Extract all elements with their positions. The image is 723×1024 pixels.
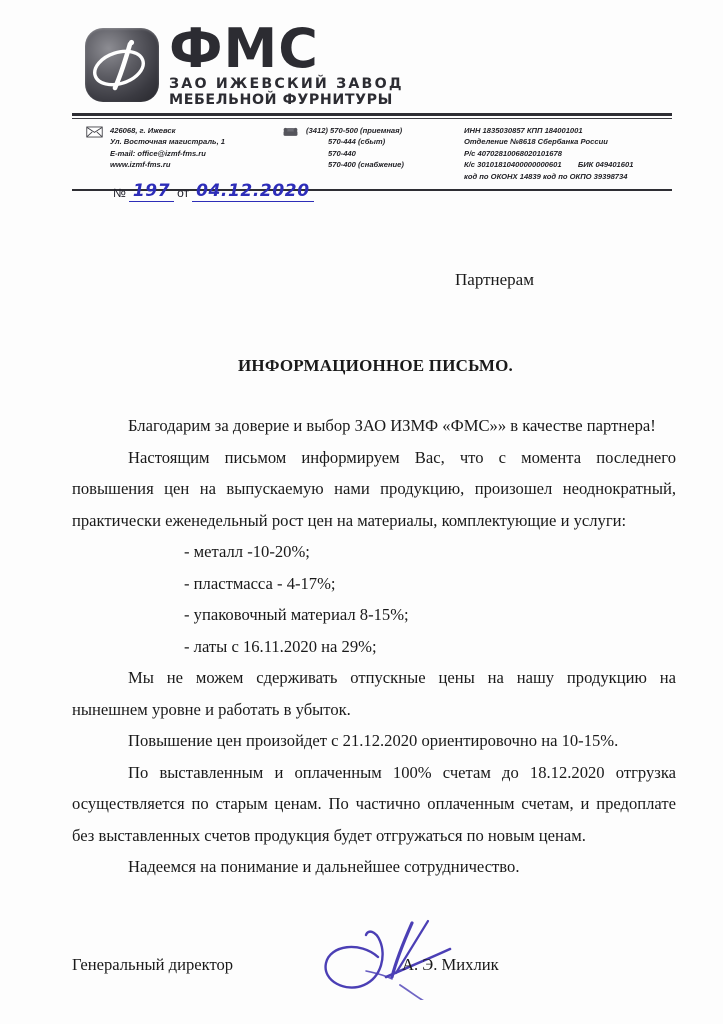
list-item: - упаковочный материал 8-15%; bbox=[184, 605, 409, 624]
address-line-2: Ул. Восточная магистраль, 1 bbox=[110, 137, 226, 147]
company-wordmark bbox=[169, 17, 404, 108]
list-item: - металл -10-20%; bbox=[184, 542, 310, 561]
paragraph-payment-terms: По выставленным и оплаченным 100% счетам до 18.12.2020 отгрузка осуществляется по старым ценам. По частично оплаченным счетам, и предоплате без выставленных счетов продукция будет отгружаться по новым ценам. bbox=[72, 762, 676, 845]
address-website: www.izmf-fms.ru bbox=[110, 160, 171, 170]
contact-details bbox=[72, 119, 672, 187]
list-item: - латы с 16.11.2020 на 29%; bbox=[184, 636, 377, 656]
bank-account: Р/с 40702810068020101678 bbox=[464, 148, 562, 158]
reference-line bbox=[113, 183, 314, 202]
phone-line-2: 570-444 (сбыт) bbox=[328, 137, 386, 147]
reference-number-value: 197 bbox=[129, 183, 174, 202]
header-rule-thick bbox=[72, 113, 672, 116]
address-block bbox=[72, 125, 282, 171]
reference-date-label: от bbox=[177, 186, 190, 200]
bank-bik: БИК 049401601 bbox=[577, 160, 634, 170]
paragraph-closing: Надеемся на понимание и дальнейшее сотрудничество. bbox=[128, 857, 520, 876]
phone-line-1: (3412) 570-500 (приемная) bbox=[306, 125, 403, 135]
signature-block bbox=[72, 955, 676, 975]
page-title: ИНФОРМАЦИОННОЕ ПИСЬМО. bbox=[238, 356, 513, 375]
bank-okonh-okpo: код по ОКОНХ 14839 код по ОКПО 39398734 bbox=[464, 171, 628, 181]
list-item: - пластмасса - 4-17%; bbox=[184, 573, 336, 593]
phone-block bbox=[282, 125, 460, 171]
paragraph-increase-date: Повышение цен произойдет с 21.12.2020 ориентировочно на 10-15%. bbox=[128, 731, 619, 750]
phone-line-4: 570-400 (снабжение) bbox=[328, 160, 404, 170]
phone-icon bbox=[282, 126, 299, 138]
wordmark-subtitle-2: МЕБЕЛЬНОЙ ФУРНИТУРЫ bbox=[169, 91, 393, 108]
reference-date-value: 04.12.2020 bbox=[192, 183, 314, 202]
letterhead bbox=[72, 17, 672, 191]
company-logo bbox=[72, 17, 672, 108]
wordmark-fms: ФМС bbox=[169, 17, 319, 80]
signatory-title: Генеральный директор bbox=[72, 955, 234, 974]
address-line-1: 426068, г. Ижевск bbox=[110, 125, 176, 135]
bank-details-block bbox=[460, 125, 672, 183]
address-email: E-mail: office@izmf-fms.ru bbox=[110, 148, 206, 158]
reference-number-label: № bbox=[113, 186, 126, 200]
bank-branch: Отделение №8618 Сбербанка России bbox=[464, 137, 608, 147]
wordmark-subtitle-1: ЗАО ИЖЕВСКИЙ ЗАВОД bbox=[169, 75, 404, 92]
phone-line-3: 570-440 bbox=[328, 148, 356, 158]
envelope-icon bbox=[86, 126, 103, 138]
paragraph-cannot-hold: Мы не можем сдерживать отпускные цены на нашу продукцию на нынешнем уровне и работать в убыток. bbox=[72, 668, 676, 719]
signatory-name: А. Э. Михлик bbox=[402, 955, 499, 974]
company-emblem-icon bbox=[85, 28, 159, 102]
addressee: Партнерам bbox=[455, 270, 534, 289]
letter-body bbox=[72, 410, 676, 883]
bank-inn-kpp: ИНН 1835030857 КПП 184001001 bbox=[464, 125, 583, 135]
bank-corr-account: К/с 30101810400000000601 bbox=[464, 160, 562, 170]
paragraph-thanks: Благодарим за доверие и выбор ЗАО ИЗМФ «ФМС»» в качестве партнера! bbox=[128, 416, 656, 435]
paragraph-notice: Настоящим письмом информируем Вас, что с момента последнего повышения цен на выпускаемую нами продукцию, произошел неоднократный, практически еженедельный рост цен на материалы, комплектующие и услуги: bbox=[72, 447, 676, 530]
